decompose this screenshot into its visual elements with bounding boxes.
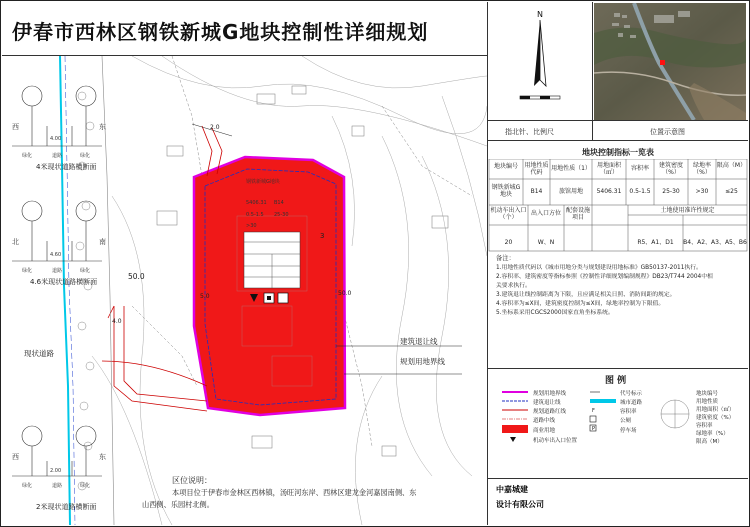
table-title: 地块控制指标一览表 <box>582 148 654 157</box>
legend-item: 容积率 <box>620 409 637 415</box>
section-caption: 4.6米现状道路横断面 <box>30 278 98 286</box>
section-west: 北 <box>12 238 19 246</box>
dim-label: 5.0 <box>200 293 210 300</box>
legend-item: 机动车出入口位置 <box>533 438 578 444</box>
legend-item: 地块编号 <box>696 391 719 397</box>
note-line: 3.建筑退让线控制距离为下限，且应满足相关日照、消防间距的规定。 <box>496 291 676 298</box>
setback-line-label: 建筑退让线 <box>400 337 438 346</box>
svg-text:N: N <box>537 10 543 19</box>
section-caption: 2米现状道路横断面 <box>36 503 97 511</box>
th-height: 限高（M） <box>716 162 747 169</box>
site-marker <box>660 60 665 65</box>
legend-item: 用地性质 <box>696 399 719 405</box>
location-note-line: 山西侧、乐园村北侧。 <box>142 499 214 509</box>
dim-label: 50.0 <box>338 290 352 297</box>
td-use-code: B14 <box>530 188 543 195</box>
block-far: 0.5-1.5 <box>246 212 264 218</box>
td-green: >30 <box>695 188 709 195</box>
section-road: 道路 <box>52 153 63 159</box>
legend-title: 图 例 <box>605 376 627 386</box>
td-use-type: 旅馆用地 <box>558 188 583 195</box>
legend-item: 公厕 <box>620 418 632 424</box>
th-direction: 出入口方位 <box>530 210 561 217</box>
section-dim: 2.00 <box>50 468 62 474</box>
th-block-id: 地块编号 <box>493 163 518 170</box>
section-west: 西 <box>12 123 19 131</box>
legend-item: 道路中线 <box>533 418 556 424</box>
section-green: 绿化 <box>80 268 91 274</box>
section-caption: 4米现状道路横断面 <box>36 163 97 171</box>
legend-item: 代号标示 <box>620 391 643 397</box>
dim-label: 2.0 <box>210 124 220 131</box>
th-use-code: 用地性质代码 <box>524 162 549 177</box>
block-green: >30 <box>246 223 257 229</box>
legend-item: 规划用地界线 <box>533 391 567 397</box>
block-area: 5406.31 <box>246 200 267 206</box>
td-density: 25-30 <box>662 188 680 195</box>
caption-top-line <box>488 120 748 121</box>
location-map-image <box>594 3 746 120</box>
th-density: 建筑密度（%） <box>658 162 683 177</box>
th-area: 用地面积（㎡） <box>596 162 621 177</box>
company-top-line <box>488 478 748 479</box>
legend-item: 城市道路 <box>620 400 643 406</box>
parcel-number: 3 <box>320 232 325 240</box>
legend-item: 限高（M） <box>696 439 723 445</box>
block-density: 25-30 <box>274 212 289 218</box>
block-info-box <box>244 232 300 288</box>
note-line: 5.坐标系采用CGCS2000国家直角坐标系统。 <box>496 309 614 316</box>
td-permitted-b: B4、A2、A3、A5、B6 <box>683 239 747 246</box>
td-height: ≤25 <box>725 188 738 195</box>
section-green: 绿化 <box>80 153 91 159</box>
company-sub: 设计有限公司 <box>496 500 544 509</box>
location-note-line: 本项目位于伊春市金林区西林镇，汤旺河东岸、西林区建龙金河嘉园南侧、东 <box>172 488 417 498</box>
compass-caption: 指北针、比例尺 <box>505 128 554 136</box>
plan-map <box>2 56 487 525</box>
section-green: 绿化 <box>22 153 33 159</box>
location-note <box>142 475 484 510</box>
th-far: 容积率 <box>630 165 649 172</box>
th-entrances: 机动车出入口（个） <box>490 207 527 222</box>
notes-heading: 备注： <box>496 255 515 262</box>
block-use: B14 <box>274 200 284 206</box>
legend-item: 容积率 <box>696 423 713 429</box>
svg-text:F: F <box>592 408 595 414</box>
section-green: 绿化 <box>80 483 91 489</box>
notes-block <box>496 254 746 318</box>
svg-text:P: P <box>592 426 596 432</box>
note-line: 1.用地性质代码以《城市用地分类与规划建设用地标准》GB50137-2011执行。 <box>496 264 702 271</box>
north-arrow-icon <box>488 2 592 120</box>
note-line: 4.容积率为≤X间，建筑密度控制为≤X间，绿地率控制为下限值。 <box>496 300 665 307</box>
section-road: 道路 <box>52 483 63 489</box>
legend-item: 建筑密度（%） <box>696 415 735 421</box>
section-west: 西 <box>12 453 19 461</box>
section-dim: 4.60 <box>50 252 62 258</box>
note-line: 关要求执行。 <box>496 282 531 289</box>
parking-icon <box>278 293 288 303</box>
td-direction: W、N <box>537 239 555 246</box>
dim-label: 4.0 <box>112 318 122 325</box>
toilet-icon <box>264 293 274 303</box>
td-block-id: 钢铁新城G地块 <box>491 184 521 199</box>
th-facilities: 配套设施项目 <box>565 207 590 222</box>
section-green: 绿化 <box>22 268 33 274</box>
caption-bottom-line <box>488 140 748 141</box>
section-dim: 4.00 <box>50 136 62 142</box>
td-permitted-a: R5、A1、D1 <box>637 239 674 246</box>
legend-item: 规划道路红线 <box>533 409 567 415</box>
dim-label: 50.0 <box>128 272 145 281</box>
legend-item: 用地面积（㎡） <box>696 407 735 413</box>
section-green: 绿化 <box>22 483 33 489</box>
location-caption: 位置示意图 <box>650 128 685 136</box>
block-code: 钢铁新城G地块 <box>246 179 280 185</box>
section-road: 道路 <box>52 268 63 274</box>
boundary-line-label: 规划用地界线 <box>400 357 445 366</box>
location-note-heading: 区位说明： <box>172 476 212 485</box>
th-use-type: 用地性质（1） <box>551 165 591 172</box>
legend-item: 停车场 <box>620 428 637 434</box>
td-far: 0.5-1.5 <box>629 188 651 195</box>
note-line: 2.容积率、建筑密度等指标参照《控制性详细规划编制规程》DB23/T744 2004中相 <box>496 273 713 280</box>
existing-road-label: 现状道路 <box>24 349 54 358</box>
td-entrances: 20 <box>504 239 513 246</box>
section-east: 东 <box>99 123 106 131</box>
td-area: 5406.31 <box>596 188 622 195</box>
control-table <box>488 143 748 253</box>
th-green: 绿地率（%） <box>692 162 711 177</box>
compass-panel <box>488 2 592 120</box>
section-east: 南 <box>99 238 106 246</box>
legend-item: 建筑退让线 <box>533 400 561 406</box>
legend-item: 商业用地 <box>533 428 556 434</box>
legend <box>500 388 745 443</box>
th-permitted: 土地使用准许性规定 <box>660 207 715 214</box>
company-name: 中嘉城建 <box>496 485 528 494</box>
page-title: 伊春市西林区钢铁新城G地块控制性详细规划 <box>12 20 429 44</box>
legend-top-line <box>488 368 748 369</box>
section-east: 东 <box>99 453 106 461</box>
legend-item: 绿地率（%） <box>696 431 729 437</box>
